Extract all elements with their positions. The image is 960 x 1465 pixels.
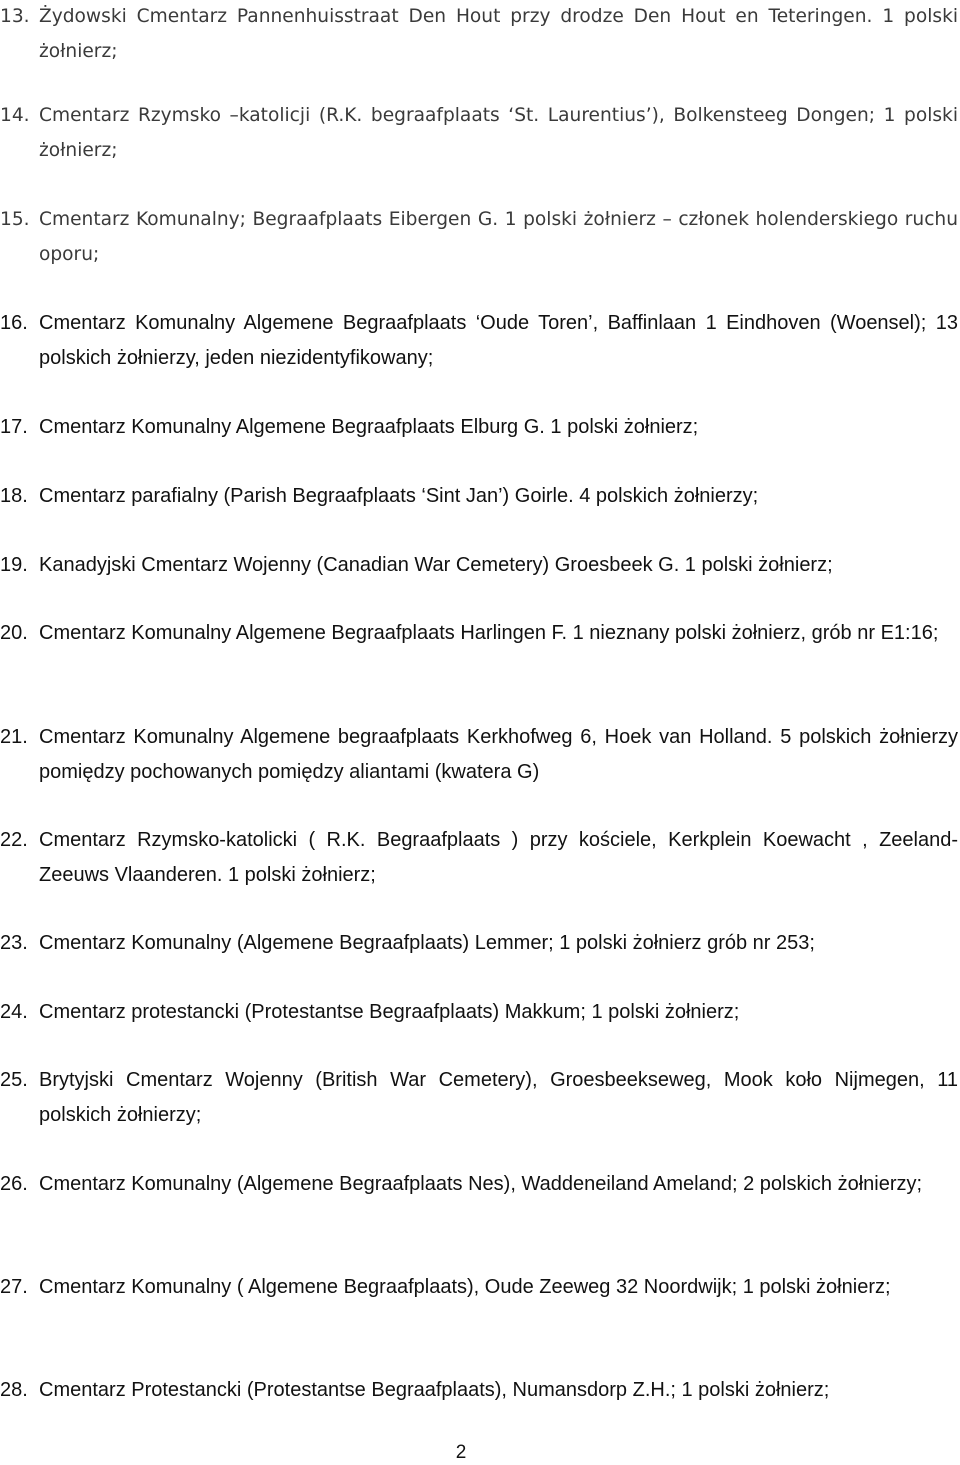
list-item-number: 18. [0,485,28,507]
list-item-text: Cmentarz protestancki (Protestantse Begraafplaats) Makkum; 1 polski żołnierz; [39,1001,740,1023]
list-item [0,926,958,961]
list-item-number: 21. [0,726,28,748]
list-item-number: 16. [0,312,28,334]
list-item-number: 17. [0,416,28,438]
list-item-number: 14. [0,105,30,126]
list-item-text: Cmentarz Komunalny Algemene Begraafplaats Elburg G. 1 polski żołnierz; [39,416,699,438]
list-item-text: Cmentarz Komunalny Algemene begraafplaats Kerkhofweg 6, Hoek van Holland. 5 polskich żołnierzy pomiędzy pochowanych pomiędzy aliantami (kwatera G) [39,726,958,783]
list-item-text: Cmentarz Komunalny Algemene Begraafplaats Harlingen F. 1 nieznany polski żołnierz, grób nr E1:16; [39,622,939,644]
list-item-number: 25. [0,1069,28,1091]
list-item-number: 24. [0,1001,28,1023]
page-number: 2 [455,1442,467,1463]
list-item-number: 28. [0,1379,28,1401]
list-item [0,203,958,272]
list-item-text: Cmentarz Rzymsko-katolicki ( R.K. Begraafplaats ) przy kościele, Kerkplein Koewacht , Zeeland-Zeeuws Vlaanderen. 1 polski żołnierz; [39,829,958,886]
list-item [0,720,958,789]
list-item-number: 23. [0,932,28,954]
list-item [0,1167,958,1202]
list-item-number: 26. [0,1173,28,1195]
list-item-number: 27. [0,1276,28,1298]
list-item-number: 13. [0,6,30,27]
list-item [0,1063,958,1132]
list-item [0,306,958,375]
list-item-text: Cmentarz Rzymsko –katolicji (R.K. begraafplaats ‘St. Laurentius’), Bolkensteeg Dongen; 1 polski żołnierz; [39,105,958,161]
list-item [0,823,958,892]
list-item-text: Cmentarz Protestancki (Protestantse Begraafplaats), Numansdorp Z.H.; 1 polski żołnierz; [39,1379,830,1401]
list-item-number: 15. [0,209,30,230]
list-item [0,99,958,168]
list-item-text: Cmentarz Komunalny ( Algemene Begraafplaats), Oude Zeeweg 32 Noordwijk; 1 polski żołnierz; [39,1276,891,1298]
list-item [0,1373,958,1408]
list-item-text: Cmentarz parafialny (Parish Begraafplaats ‘Sint Jan’) Goirle. 4 polskich żołnierzy; [39,485,759,507]
list-item-text: Cmentarz Komunalny (Algemene Begraafplaats Nes), Waddeneiland Ameland; 2 polskich żołnierzy; [39,1173,923,1195]
list-item [0,0,958,69]
list-item-text: Brytyjski Cmentarz Wojenny (British War Cemetery), Groesbeekseweg, Mook koło Nijmegen, 11 polskich żołnierzy; [39,1069,958,1126]
list-item [0,616,958,651]
list-item [0,1270,958,1305]
list-item-text: Żydowski Cmentarz Pannenhuisstraat Den Hout przy drodze Den Hout en Teteringen. 1 polski żołnierz; [39,6,958,62]
list-item-number: 22. [0,829,28,851]
list-item [0,995,958,1030]
list-item-number: 20. [0,622,28,644]
list-item-text: Kanadyjski Cmentarz Wojenny (Canadian War Cemetery) Groesbeek G. 1 polski żołnierz; [39,554,833,576]
list-item-text: Cmentarz Komunalny (Algemene Begraafplaats) Lemmer; 1 polski żołnierz grób nr 253; [39,932,815,954]
list-item-number: 19. [0,554,28,576]
list-item [0,548,958,583]
list-item [0,410,958,445]
list-item [0,479,958,514]
list-item-text: Cmentarz Komunalny; Begraafplaats Eibergen G. 1 polski żołnierz – członek holenderskiego ruchu oporu; [39,209,958,265]
list-item-text: Cmentarz Komunalny Algemene Begraafplaats ‘Oude Toren’, Baffinlaan 1 Eindhoven (Woensel); 13 polskich żołnierzy, jeden niezidentyfikowany; [39,312,958,369]
